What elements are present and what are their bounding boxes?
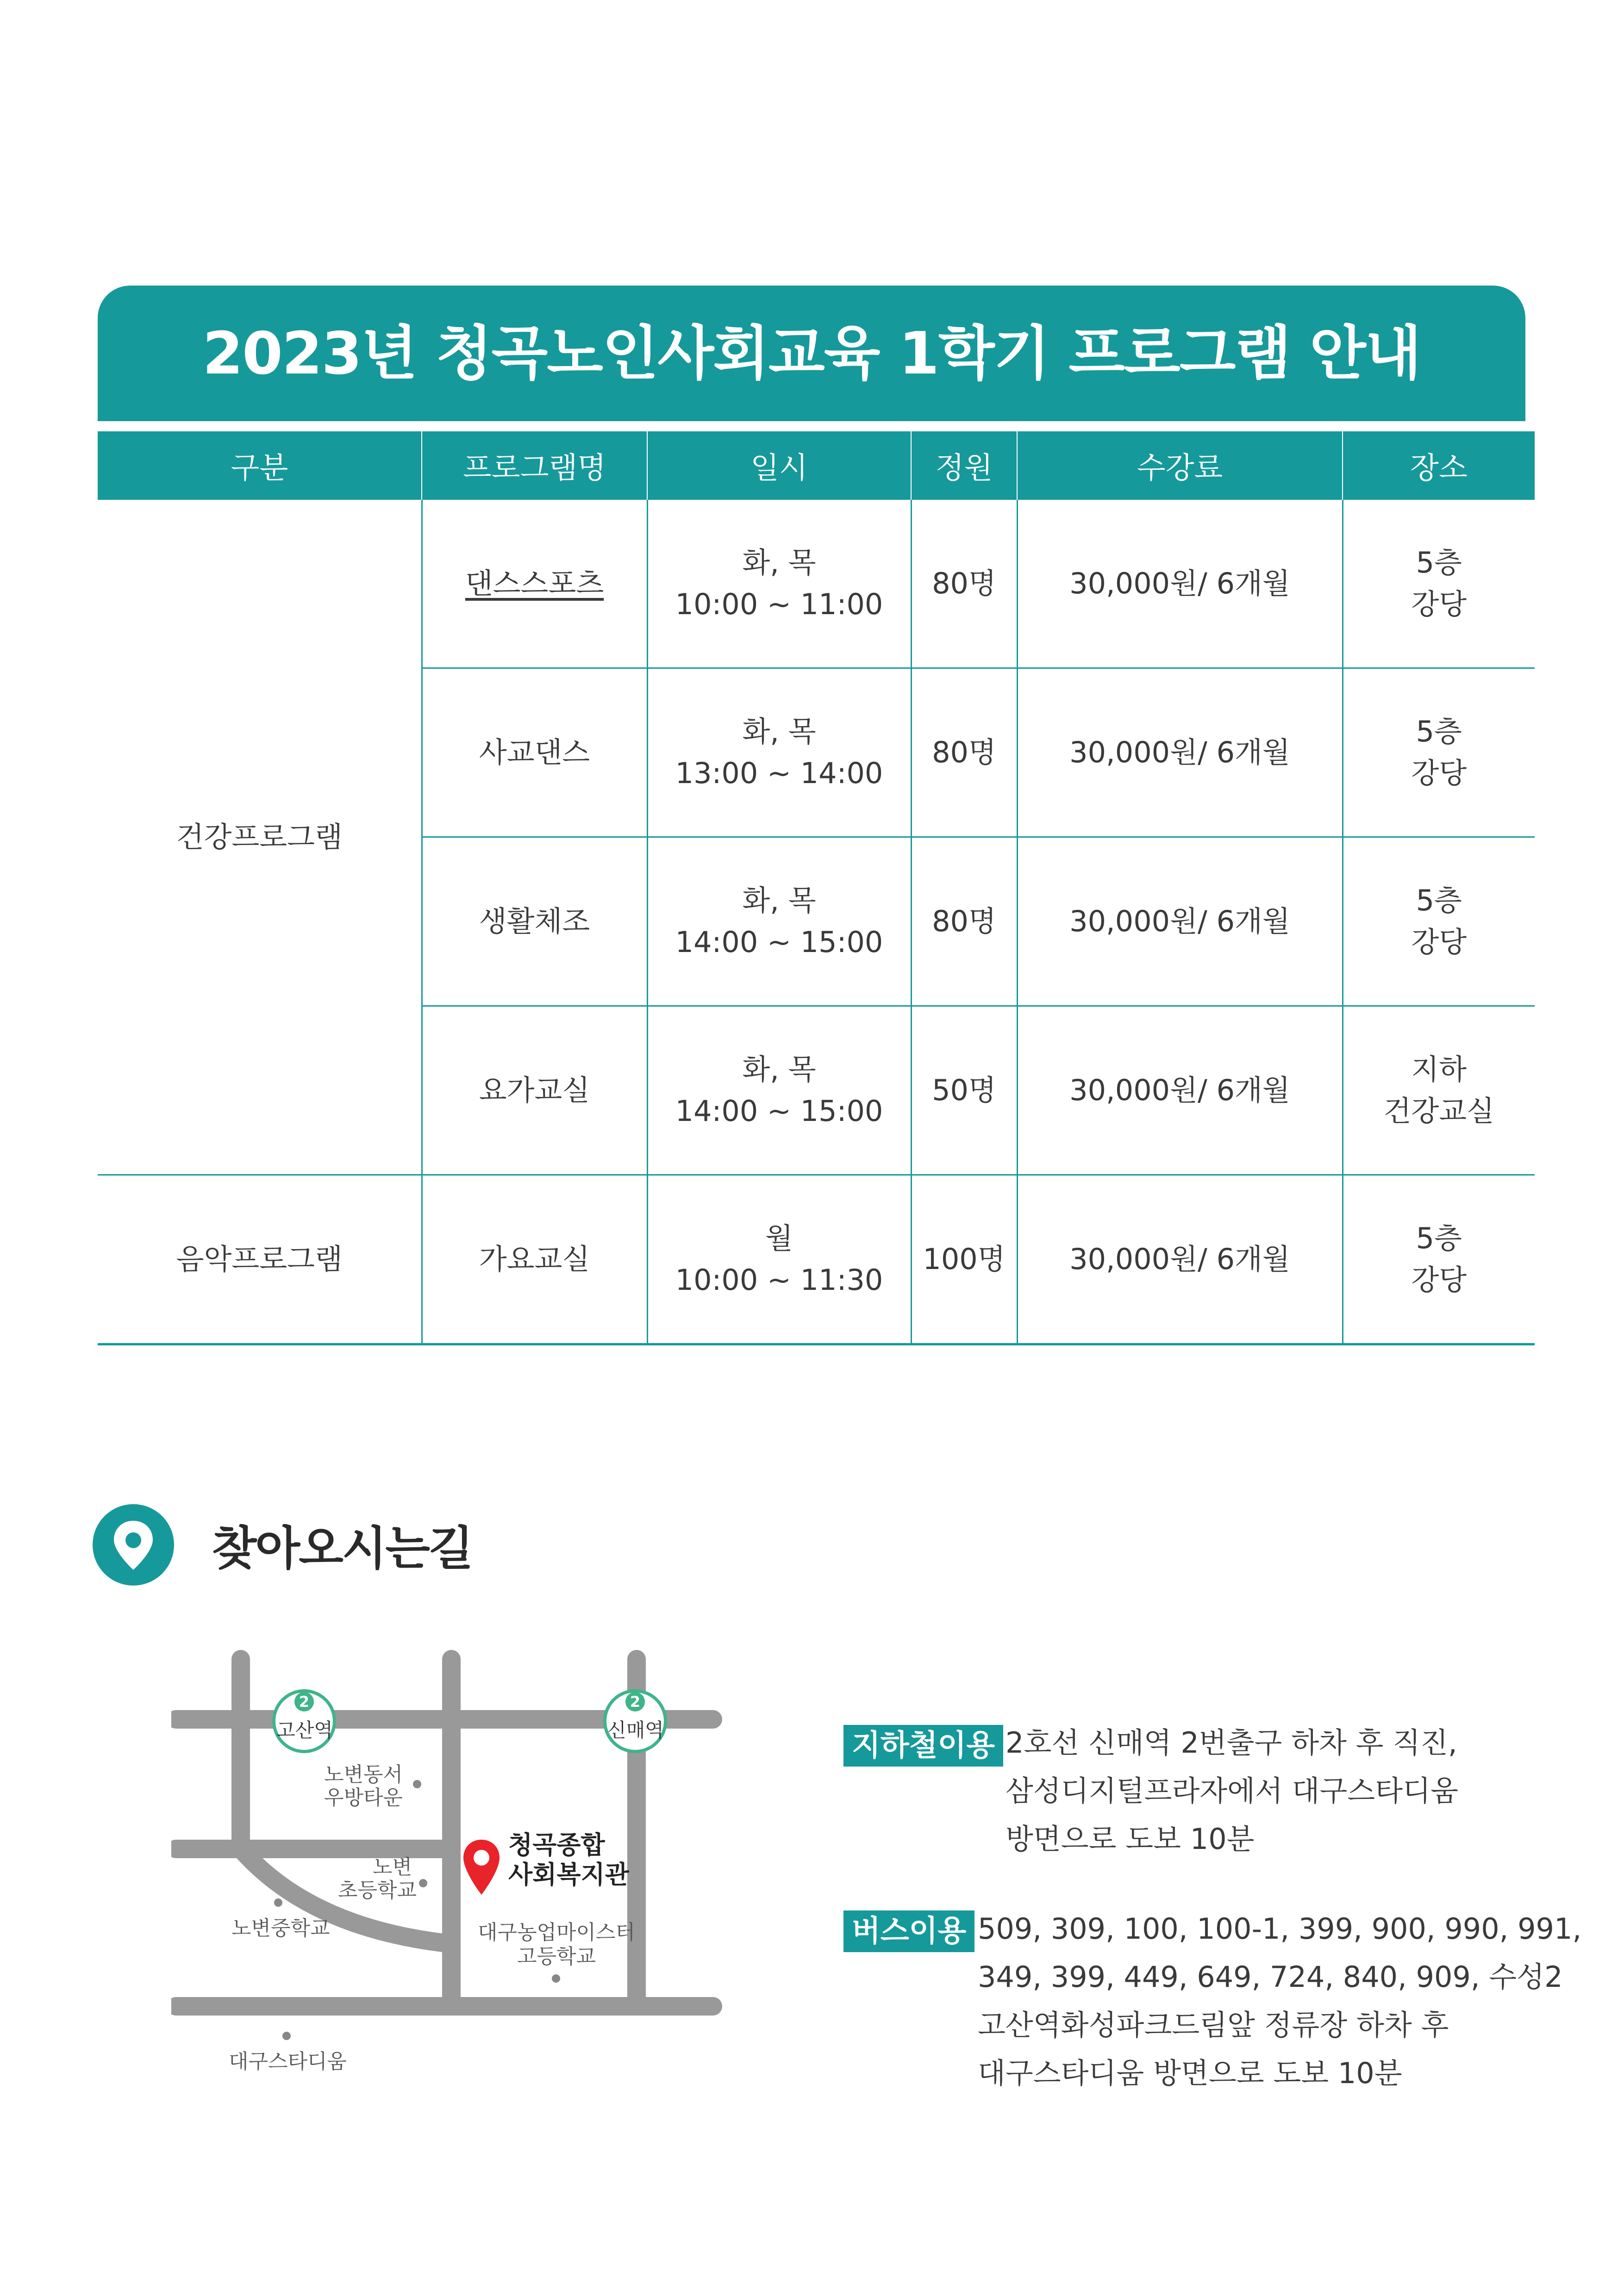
table-row bbox=[98, 1175, 1535, 1344]
schedule-cell bbox=[647, 837, 911, 1006]
place-cell bbox=[1343, 837, 1535, 1006]
fee-cell: 30,000원/ 6개월 bbox=[1017, 500, 1343, 668]
title-banner bbox=[98, 286, 1525, 421]
program-cell: 요가교실 bbox=[422, 1006, 647, 1175]
line-2-icon: 2 bbox=[294, 1692, 314, 1711]
schedule-time: 14:00 ~ 15:00 bbox=[675, 925, 883, 959]
landmark-dot bbox=[274, 1898, 282, 1907]
schedule-cell bbox=[647, 1175, 911, 1344]
landmark-dot bbox=[552, 1974, 560, 1983]
fee-cell: 30,000원/ 6개월 bbox=[1017, 837, 1343, 1006]
capacity-cell: 80명 bbox=[911, 668, 1017, 837]
landmark-nobyeon-elementary: 노변 초등학교 bbox=[338, 1855, 417, 1902]
program-table bbox=[98, 431, 1535, 1345]
landmark-dot bbox=[413, 1780, 421, 1788]
schedule-time: 14:00 ~ 15:00 bbox=[675, 1094, 883, 1128]
schedule-day: 화, 목 bbox=[742, 1052, 816, 1086]
fee-cell: 30,000원/ 6개월 bbox=[1017, 1006, 1343, 1175]
program-cell: 가요교실 bbox=[422, 1175, 647, 1344]
schedule-time: 13:00 ~ 14:00 bbox=[675, 756, 883, 790]
line-2-icon: 2 bbox=[625, 1692, 645, 1711]
subway-tag: 지하철이용 bbox=[843, 1725, 1003, 1767]
landmark-nobyeon-middle: 노변중학교 bbox=[231, 1916, 330, 1940]
program-cell: 생활체조 bbox=[422, 837, 647, 1006]
landmark-dot bbox=[419, 1879, 427, 1887]
place-floor: 5층 bbox=[1416, 884, 1462, 917]
schedule-time: 10:00 ~ 11:30 bbox=[675, 1263, 883, 1297]
capacity-cell: 80명 bbox=[911, 500, 1017, 668]
capacity-cell: 80명 bbox=[911, 837, 1017, 1006]
header-category: 구분 bbox=[98, 431, 422, 500]
schedule-cell bbox=[647, 1006, 911, 1175]
category-cell: 음악프로그램 bbox=[98, 1175, 422, 1344]
header-capacity: 정원 bbox=[911, 431, 1017, 500]
place-floor: 지하 bbox=[1411, 1052, 1467, 1086]
schedule-day: 화, 목 bbox=[742, 715, 816, 748]
schedule-cell bbox=[647, 668, 911, 837]
landmark-nobyeon-dongseo: 노변동서 우방타운 bbox=[324, 1763, 403, 1810]
bus-tag: 버스이용 bbox=[843, 1910, 974, 1952]
header-schedule: 일시 bbox=[647, 431, 911, 500]
place-cell bbox=[1343, 500, 1535, 668]
capacity-cell: 50명 bbox=[911, 1006, 1017, 1175]
landmark-dot bbox=[282, 2032, 291, 2040]
destination-pin-icon bbox=[461, 1837, 502, 1899]
bus-info: 509, 309, 100, 100-1, 399, 900, 990, 991, 349, 399, 449, 649, 724, 840, 909, 수성2 고산역화성파크드림앞 정류장 하차 후 대구스타디움 방면으로 도보 10분 bbox=[978, 1912, 1582, 2090]
place-cell bbox=[1343, 1175, 1535, 1344]
place-room: 강당 bbox=[1411, 1263, 1467, 1297]
directions-title: 찾아오시는길 bbox=[212, 1521, 472, 1575]
table-header-row bbox=[98, 431, 1535, 500]
fee-cell: 30,000원/ 6개월 bbox=[1017, 668, 1343, 837]
station-gosan bbox=[272, 1689, 337, 1745]
fee-cell: 30,000원/ 6개월 bbox=[1017, 1175, 1343, 1344]
station-label: 고산역 bbox=[276, 1719, 333, 1742]
location-pin-icon bbox=[93, 1504, 174, 1586]
schedule-time: 10:00 ~ 11:00 bbox=[675, 587, 883, 621]
destination-label: 청곡종합 사회복지관 bbox=[508, 1830, 629, 1889]
table-row bbox=[98, 500, 1535, 668]
landmark-daegu-agri-school: 대구농업마이스터 고등학교 bbox=[478, 1921, 636, 1968]
header-fee: 수강료 bbox=[1017, 431, 1343, 500]
program-cell: 사교댄스 bbox=[422, 668, 647, 837]
station-sinmae bbox=[603, 1689, 668, 1745]
program-cell bbox=[422, 500, 647, 668]
program-name: 댄스스포츠 bbox=[465, 566, 604, 600]
place-floor: 5층 bbox=[1416, 546, 1462, 579]
place-floor: 5층 bbox=[1416, 715, 1462, 748]
header-program: 프로그램명 bbox=[422, 431, 647, 500]
station-label: 신매역 bbox=[607, 1719, 664, 1742]
schedule-day: 화, 목 bbox=[742, 884, 816, 917]
header-place: 장소 bbox=[1343, 431, 1535, 500]
place-room: 강당 bbox=[1411, 587, 1467, 621]
place-room: 강당 bbox=[1411, 756, 1467, 790]
location-map bbox=[171, 1643, 727, 2083]
place-room: 건강교실 bbox=[1383, 1094, 1495, 1128]
schedule-day: 화, 목 bbox=[742, 546, 816, 579]
place-cell bbox=[1343, 668, 1535, 837]
schedule-cell bbox=[647, 500, 911, 668]
subway-info: 2호선 신매역 2번출구 하차 후 직진, 삼성디지털프라자에서 대구스타디움 방면으로 도보 10분 bbox=[1006, 1726, 1458, 1856]
schedule-day: 월 bbox=[765, 1221, 793, 1255]
category-cell: 건강프로그램 bbox=[98, 500, 422, 1175]
place-room: 강당 bbox=[1411, 925, 1467, 959]
landmark-daegu-stadium: 대구스타디움 bbox=[229, 2050, 347, 2073]
place-cell bbox=[1343, 1006, 1535, 1175]
page-title: 2023년 청곡노인사회교육 1학기 프로그램 안내 bbox=[202, 319, 1421, 387]
capacity-cell: 100명 bbox=[911, 1175, 1017, 1344]
place-floor: 5층 bbox=[1416, 1221, 1462, 1255]
